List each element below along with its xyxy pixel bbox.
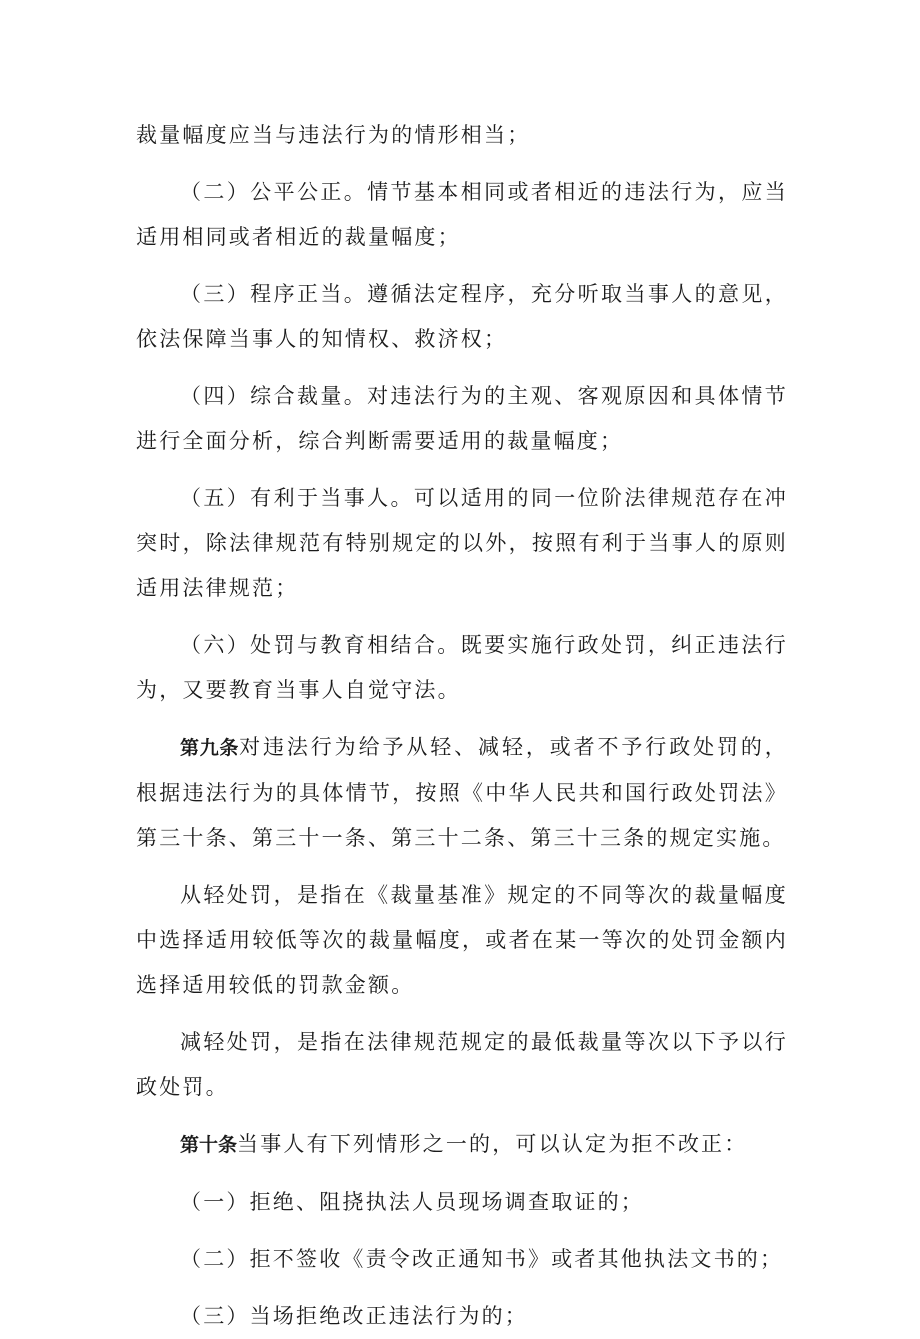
article-9-text: 对违法行为给予从轻、减轻，或者不予行政处罚的，根据违法行为的具体情节，按照《中华人民共和国行政处罚法》第三十条、第三十一条、第三十二条、第三十三条的规定实施。 xyxy=(136,735,788,850)
document-body xyxy=(136,113,788,1339)
article-10-paragraph xyxy=(136,1122,788,1168)
article-10-heading: 第十条 xyxy=(180,1134,238,1156)
principle-item-5: （五）有利于当事人。可以适用的同一位阶法律规范存在冲突时，除法律规范有特别规定的以外，按照有利于当事人的原则适用法律规范； xyxy=(136,486,788,600)
article-9-paragraph xyxy=(136,725,788,861)
principle-item-4: （四）综合裁量。对违法行为的主观、客观原因和具体情节进行全面分析，综合判断需要适用的裁量幅度； xyxy=(136,384,788,453)
principle-item-2: （二）公平公正。情节基本相同或者相近的违法行为，应当适用相同或者相近的裁量幅度； xyxy=(136,180,788,249)
reduced-penalty-definition: 减轻处罚，是指在法律规范规定的最低裁量等次以下予以行政处罚。 xyxy=(136,1030,788,1099)
refusal-item-3: （三）当场拒绝改正违法行为的； xyxy=(180,1304,528,1328)
article-9-heading: 第九条 xyxy=(180,737,240,759)
principle-item-3: （三）程序正当。遵循法定程序，充分听取当事人的意见，依法保障当事人的知情权、救济权； xyxy=(136,282,788,351)
lighter-penalty-definition: 从轻处罚，是指在《裁量基准》规定的不同等次的裁量幅度中选择适用较低等次的裁量幅度，或者在某一等次的处罚金额内选择适用较低的罚款金额。 xyxy=(136,883,788,997)
refusal-item-2: （二）拒不签收《责令改正通知书》或者其他执法文书的； xyxy=(180,1247,784,1271)
principle-item-6: （六）处罚与教育相结合。既要实施行政处罚，纠正违法行为，又要教育当事人自觉守法。 xyxy=(136,633,788,702)
paragraph-continuation: 裁量幅度应当与违法行为的情形相当； xyxy=(136,123,531,147)
refusal-item-1: （一）拒绝、阻挠执法人员现场调查取证的； xyxy=(180,1190,644,1214)
article-10-text: 当事人有下列情形之一的，可以认定为拒不改正： xyxy=(237,1132,748,1156)
